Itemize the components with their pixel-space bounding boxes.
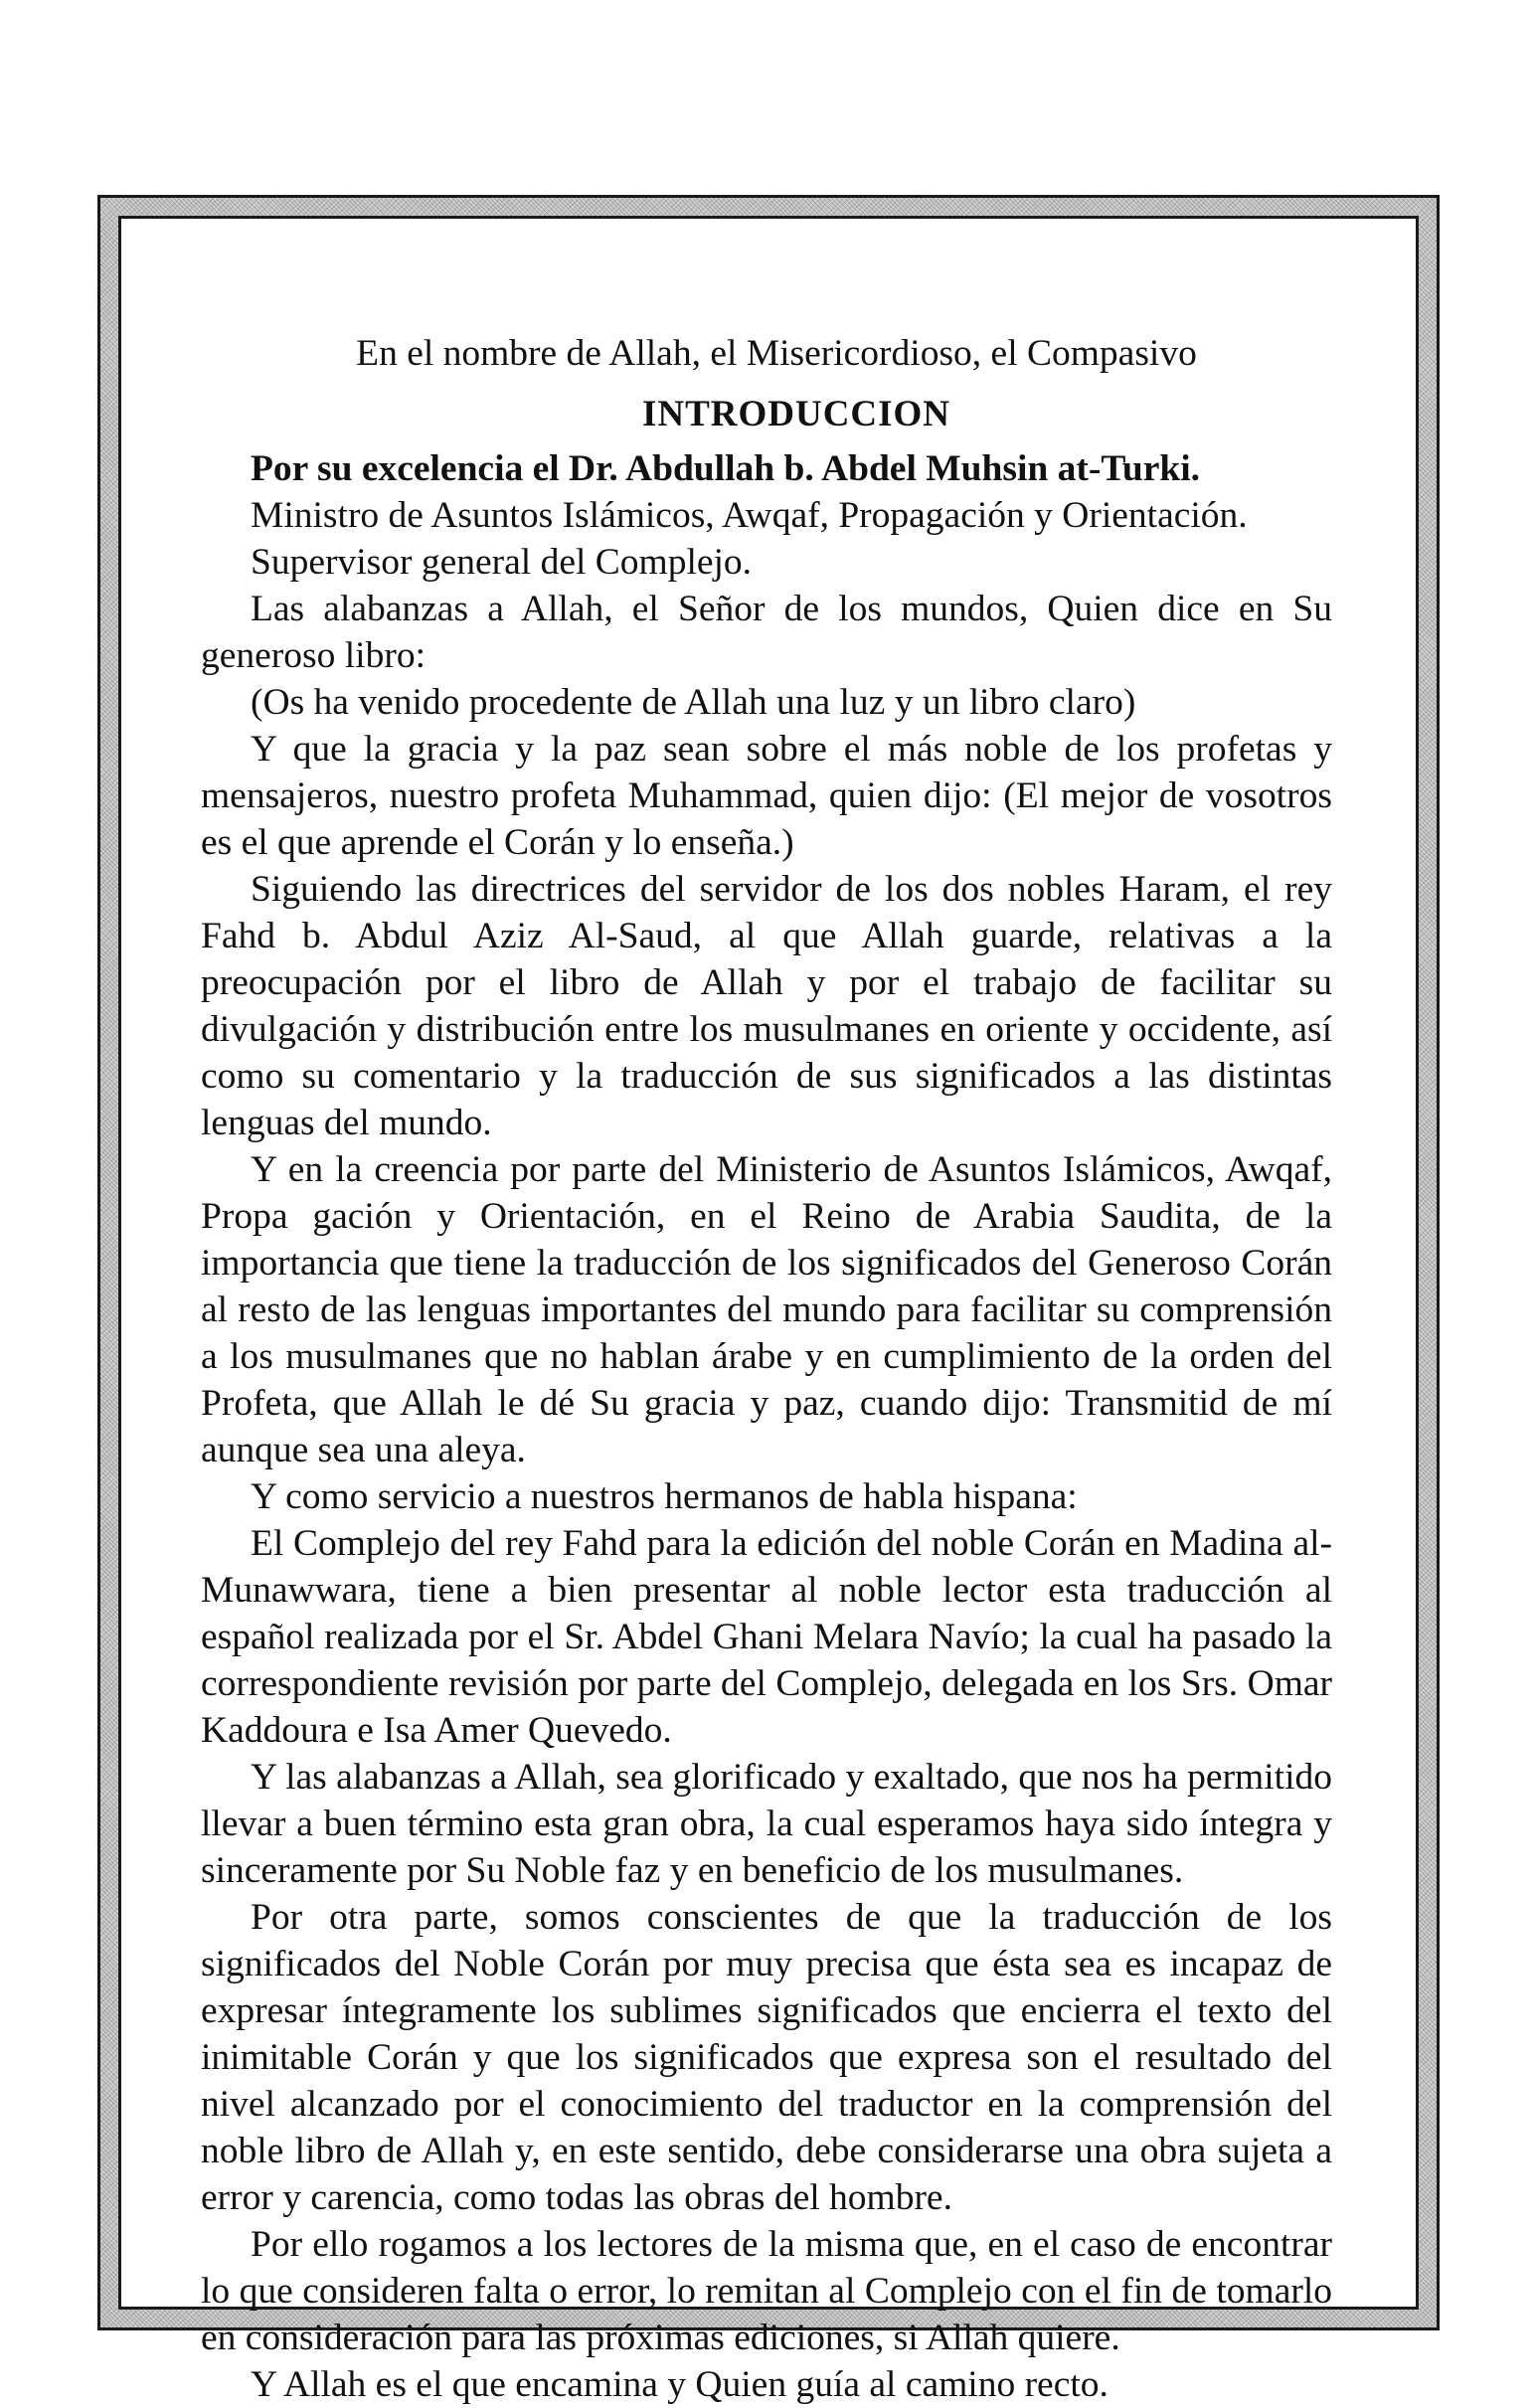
page-title: INTRODUCCION: [641, 394, 951, 434]
paragraph-closing: Y Allah es el que encamina y Quien guía al camino recto.: [251, 2364, 1109, 2405]
paragraph-quote: (Os ha venido procedente de Allah una luz y un libro claro): [251, 682, 1136, 723]
author-name: Por su excelencia el Dr. Abdullah b. Abdel Muhsin at-Turki.: [251, 448, 1201, 489]
basmala-line: En el nombre de Allah, el Misericordioso, el Compasivo: [356, 333, 1197, 374]
introduction-content: [201, 330, 1332, 2408]
paragraph-limitations: Por otra parte, somos conscientes de que la traducción de los significados del Noble Corán por muy precisa que ésta sea es incapaz de expresar íntegramente los sublimes significados que encierra el texto del inimitable Corán y que los significados que expresa son el resultado del nivel alcanzado por el conocimiento del traductor en la comprensión del noble libro de Allah y, en este sentido, debe considerarse una obra sujeta a error y carencia, como todas las obras del hombre.: [201, 1897, 1332, 2218]
paragraph-gratitude: Y las alabanzas a Allah, sea glorificado y exaltado, que nos ha permitido llevar a buen término esta gran obra, la cual esperamos haya sido íntegra y sinceramente por Su Noble faz y en beneficio de los musulmanes.: [201, 1757, 1332, 1891]
paragraph-ministry: Y en la creencia por parte del Ministerio de Asuntos Islámicos, Awqaf, Propa gación y Orientación, en el Reino de Arabia Saudita, de la importancia que tiene la traducción de los significados del Generoso Corán al resto de las lenguas importantes del mundo para facilitar su comprensión a los musulmanes que no hablan árabe y en cumplimiento de la orden del Profeta, que Allah le dé Su gracia y paz, cuando dijo: Transmitid de mí aunque sea una aleya.: [201, 1149, 1332, 1470]
author-position: Ministro de Asuntos Islámicos, Awqaf, Propagación y Orientación.: [251, 495, 1248, 536]
page-border-frame: [97, 195, 1440, 2405]
paragraph-complex: El Complejo del rey Fahd para la edición del noble Corán en Madina al-Munawwara, tiene a bien presentar al noble lector esta traducción al español realizada por el Sr. Abdel Ghani Melara Navío; la cual ha pasado la correspondiente revisión por parte del Complejo, delegada en los Srs. Omar Kaddoura e Isa Amer Quevedo.: [201, 1523, 1332, 1751]
paragraph-praise: Las alabanzas a Allah, el Señor de los mundos, Quien dice en Su generoso libro:: [201, 589, 1332, 676]
paragraph-blessing: Y que la gracia y la paz sean sobre el más noble de los profetas y mensajeros, nuestro profeta Muhammad, quien dijo: (El mejor de vosotros es el que aprende el Corán y lo enseña.): [201, 729, 1332, 863]
paragraph-service: Y como servicio a nuestros hermanos de habla hispana:: [251, 1476, 1078, 1517]
paragraph-request: Por ello rogamos a los lectores de la misma que, en el caso de encontrar lo que consideren falta o error, lo remitan al Complejo con el fin de tomarlo en consideración para las próximas ediciones, si Allah quiere.: [201, 2224, 1332, 2358]
paragraph-directives: Siguiendo las directrices del servidor de los dos nobles Haram, el rey Fahd b. Abdul Aziz Al-Saud, al que Allah guarde, relativas a la preocupación por el libro de Allah y por el trabajo de facilitar su divulgación y distribución entre los musulmanes en oriente y occidente, así como su comentario y la traducción de sus significados a las distintas lenguas del mundo.: [201, 869, 1332, 1143]
page-text-panel: [118, 216, 1419, 2405]
author-role: Supervisor general del Complejo.: [251, 542, 753, 583]
